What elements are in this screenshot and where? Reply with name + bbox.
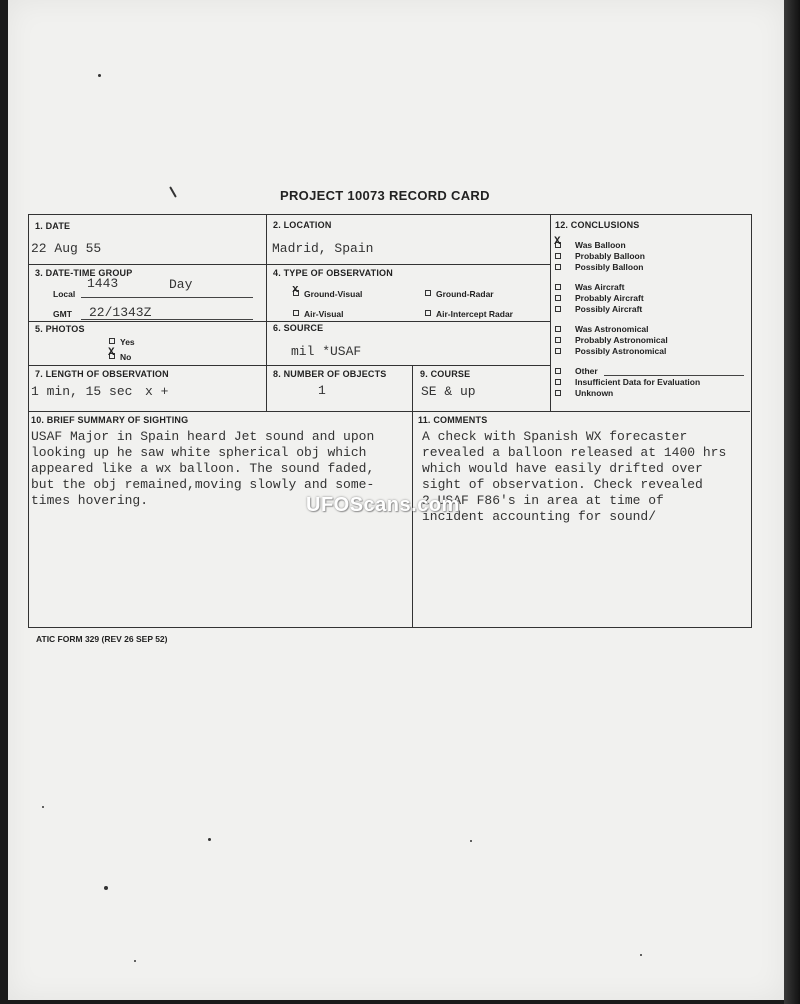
scan-edge bbox=[784, 0, 800, 1004]
length-of-observation-value: 1 min, 15 sec bbox=[31, 384, 133, 399]
row-divider bbox=[29, 321, 550, 322]
air-visual-checkbox[interactable] bbox=[293, 310, 299, 316]
day-label: Day bbox=[169, 277, 193, 292]
row-divider bbox=[29, 264, 550, 265]
conclusion-label: Other bbox=[575, 366, 598, 376]
date-header: 1. DATE bbox=[35, 221, 71, 231]
column-divider bbox=[550, 215, 551, 411]
summary-line: USAF Major in Spain heard Jet sound and upon bbox=[31, 429, 375, 444]
ground-radar-label: Ground-Radar bbox=[436, 289, 494, 299]
row-divider bbox=[29, 411, 750, 412]
photos-yes-checkbox[interactable] bbox=[109, 338, 115, 344]
type-of-observation-header: 4. TYPE OF OBSERVATION bbox=[273, 268, 393, 278]
summary-line: looking up he saw white spherical obj which bbox=[31, 445, 367, 460]
conclusion-checkbox[interactable] bbox=[555, 264, 561, 270]
comment-line: incident accounting for sound/ bbox=[422, 509, 657, 524]
conclusion-label: Unknown bbox=[575, 388, 614, 398]
conclusion-checkbox[interactable] bbox=[555, 337, 561, 343]
row-divider bbox=[29, 365, 550, 366]
conclusion-checkbox[interactable] bbox=[555, 306, 561, 312]
location-header: 2. LOCATION bbox=[273, 220, 332, 230]
summary-header: 10. BRIEF SUMMARY OF SIGHTING bbox=[31, 415, 189, 425]
photos-no-label: No bbox=[120, 352, 132, 362]
conclusion-label: Possibly Astronomical bbox=[575, 346, 667, 356]
conclusion-label: Possibly Aircraft bbox=[575, 304, 643, 314]
ground-visual-check-mark: x bbox=[292, 284, 299, 296]
air-intercept-radar-label: Air-Intercept Radar bbox=[436, 309, 513, 319]
conclusion-checkbox[interactable] bbox=[555, 379, 561, 385]
other-underline bbox=[604, 375, 744, 376]
date-value: 22 Aug 55 bbox=[31, 241, 102, 256]
comments-text bbox=[422, 429, 726, 525]
conclusion-checkbox[interactable] bbox=[555, 348, 561, 354]
dust-speck bbox=[470, 840, 472, 842]
source-header: 6. SOURCE bbox=[273, 323, 324, 333]
record-card bbox=[28, 214, 752, 628]
comment-line: 2 USAF F86's in area at time of bbox=[422, 493, 664, 508]
conclusion-checkbox[interactable] bbox=[555, 368, 561, 374]
ground-radar-checkbox[interactable] bbox=[425, 290, 431, 296]
date-time-group-header: 3. DATE-TIME GROUP bbox=[35, 268, 133, 278]
dust-speck bbox=[134, 960, 136, 962]
dust-speck bbox=[42, 806, 44, 808]
conclusion-label: Was Astronomical bbox=[575, 324, 649, 334]
dust-speck bbox=[640, 954, 642, 956]
conclusion-label: Possibly Balloon bbox=[575, 262, 644, 272]
dust-speck bbox=[208, 838, 211, 841]
comment-line: revealed a balloon released at 1400 hrs bbox=[422, 445, 727, 460]
conclusion-checkbox[interactable] bbox=[555, 390, 561, 396]
local-value: 1443 bbox=[87, 276, 119, 291]
summary-line: appeared like a wx balloon. The sound faded, bbox=[31, 461, 375, 476]
dust-speck bbox=[98, 74, 101, 77]
number-of-objects-header: 8. NUMBER OF OBJECTS bbox=[273, 369, 387, 379]
comment-line: A check with Spanish WX forecaster bbox=[422, 429, 688, 444]
conclusion-label: Was Balloon bbox=[575, 240, 626, 250]
comment-line: sight of observation. Check revealed bbox=[422, 477, 703, 492]
conclusion-checkbox[interactable] bbox=[555, 253, 561, 259]
gmt-underline bbox=[81, 319, 253, 320]
conclusion-label: Probably Aircraft bbox=[575, 293, 644, 303]
source-value: mil *USAF bbox=[291, 344, 362, 359]
length-of-observation-header: 7. LENGTH OF OBSERVATION bbox=[35, 369, 169, 379]
air-intercept-radar-checkbox[interactable] bbox=[425, 310, 431, 316]
conclusion-check-mark: X bbox=[554, 236, 561, 248]
gmt-value: 22/1343Z bbox=[89, 305, 152, 320]
conclusions-header: 12. CONCLUSIONS bbox=[555, 220, 640, 230]
dust-speck bbox=[104, 886, 108, 890]
local-underline bbox=[81, 297, 253, 298]
air-visual-label: Air-Visual bbox=[304, 309, 344, 319]
conclusion-checkbox[interactable] bbox=[555, 326, 561, 332]
location-value: Madrid, Spain bbox=[272, 241, 374, 256]
comments-header: 11. COMMENTS bbox=[418, 415, 488, 425]
comment-line: which would have easily drifted over bbox=[422, 461, 703, 476]
conclusion-checkbox[interactable] bbox=[555, 284, 561, 290]
course-header: 9. COURSE bbox=[420, 369, 471, 379]
course-value: SE & up bbox=[421, 384, 476, 399]
photos-no-check-mark: X bbox=[108, 347, 115, 359]
conclusion-label: Was Aircraft bbox=[575, 282, 625, 292]
column-divider bbox=[266, 215, 267, 411]
number-of-objects-value: 1 bbox=[318, 383, 326, 398]
summary-line: but the obj remained,moving slowly and some- bbox=[31, 477, 375, 492]
photos-yes-label: Yes bbox=[120, 337, 135, 347]
conclusion-checkbox[interactable] bbox=[555, 295, 561, 301]
gmt-label: GMT bbox=[53, 309, 72, 319]
photos-header: 5. PHOTOS bbox=[35, 324, 85, 334]
local-label: Local bbox=[53, 289, 76, 299]
length-of-observation-mark: x + bbox=[145, 384, 169, 399]
watermark: UFOScans.com bbox=[306, 494, 460, 516]
conclusion-label: Insufficient Data for Evaluation bbox=[575, 377, 701, 387]
conclusion-label: Probably Balloon bbox=[575, 251, 645, 261]
summary-line: times hovering. bbox=[31, 493, 149, 508]
form-id: ATIC FORM 329 (REV 26 SEP 52) bbox=[36, 634, 168, 644]
card-title: PROJECT 10073 RECORD CARD bbox=[280, 188, 490, 203]
conclusion-label: Probably Astronomical bbox=[575, 335, 668, 345]
ground-visual-label: Ground-Visual bbox=[304, 289, 363, 299]
